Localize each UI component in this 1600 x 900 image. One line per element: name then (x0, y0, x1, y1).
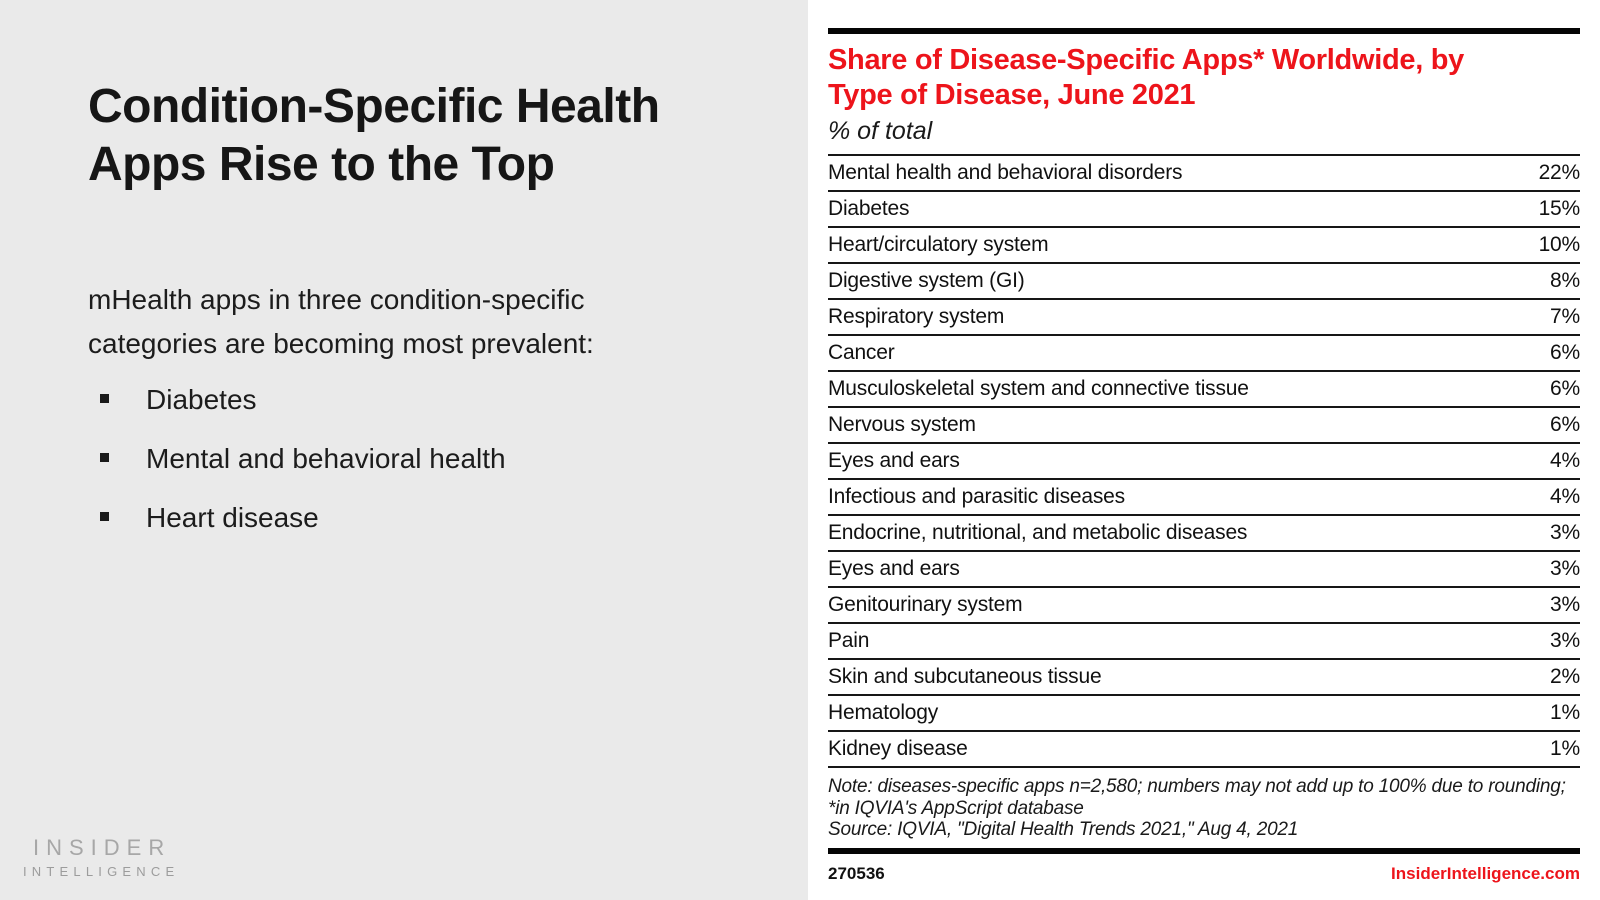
chart-note (828, 776, 1580, 841)
insider-intelligence-link[interactable]: InsiderIntelligence.com (1391, 863, 1580, 883)
table-row (828, 732, 1580, 768)
list-item-label: Diabetes (146, 384, 257, 415)
page-title: Condition-Specific Health Apps Rise to the Top (88, 80, 660, 191)
chart-title-line1: Share of Disease-Specific Apps* Worldwide, by (828, 44, 1464, 76)
list-item-label: Heart disease (146, 502, 319, 533)
row-value: 7% (1550, 305, 1580, 328)
list-item (88, 384, 808, 414)
table-row (828, 372, 1580, 408)
intro-text: mHealth apps in three condition-specific categories are becoming most prevalent: (88, 284, 594, 359)
row-value: 4% (1550, 449, 1580, 472)
row-label: Heart/circulatory system (828, 233, 1049, 256)
chart-id: 270536 (828, 863, 885, 883)
bullet-square-icon (100, 453, 109, 462)
row-value: 6% (1550, 377, 1580, 400)
table-row (828, 336, 1580, 372)
row-value: 10% (1538, 233, 1580, 256)
row-label: Eyes and ears (828, 449, 960, 472)
row-value: 3% (1550, 557, 1580, 580)
table-row (828, 156, 1580, 192)
row-label: Skin and subcutaneous tissue (828, 665, 1102, 688)
insider-intelligence-logo (23, 835, 179, 879)
row-value: 15% (1538, 197, 1580, 220)
table-row (828, 408, 1580, 444)
table-row (828, 228, 1580, 264)
row-label: Eyes and ears (828, 557, 960, 580)
row-label: Endocrine, nutritional, and metabolic diseases (828, 521, 1248, 544)
row-value: 22% (1538, 161, 1580, 184)
row-value: 4% (1550, 485, 1580, 508)
row-value: 2% (1550, 665, 1580, 688)
chart-footer (828, 854, 1580, 884)
table-row (828, 588, 1580, 624)
bullet-square-icon (100, 394, 109, 403)
disease-share-table (828, 154, 1580, 768)
chart-title-line2: Type of Disease, June 2021 (828, 79, 1196, 111)
row-value: 1% (1550, 737, 1580, 760)
chart-subtitle: % of total (828, 117, 933, 145)
table-row (828, 660, 1580, 696)
row-label: Cancer (828, 341, 895, 364)
table-row (828, 696, 1580, 732)
row-value: 8% (1550, 269, 1580, 292)
list-item-label: Mental and behavioral health (146, 443, 506, 474)
row-label: Genitourinary system (828, 593, 1023, 616)
row-value: 6% (1550, 341, 1580, 364)
row-value: 3% (1550, 521, 1580, 544)
table-row (828, 624, 1580, 660)
table-row (828, 516, 1580, 552)
note-text: Note: diseases-specific apps n=2,580; numbers may not add up to 100% due to rounding; *in IQVIA's AppScript database (828, 776, 1566, 819)
table-row (828, 552, 1580, 588)
table-row (828, 192, 1580, 228)
top-rule (828, 28, 1580, 34)
row-label: Musculoskeletal system and connective tissue (828, 377, 1249, 400)
logo-wordmark-intelligence: INTELLIGENCE (23, 864, 180, 879)
row-label: Kidney disease (828, 737, 968, 760)
row-value: 3% (1550, 593, 1580, 616)
source-text: Source: IQVIA, "Digital Health Trends 2021," Aug 4, 2021 (828, 819, 1299, 840)
table-row (828, 480, 1580, 516)
row-label: Nervous system (828, 413, 976, 436)
row-label: Infectious and parasitic diseases (828, 485, 1125, 508)
list-item (88, 443, 808, 473)
row-label: Digestive system (GI) (828, 269, 1025, 292)
bullet-square-icon (100, 512, 109, 521)
table-row (828, 264, 1580, 300)
table-row (828, 300, 1580, 336)
row-label: Respiratory system (828, 305, 1005, 328)
chart-title (828, 43, 1580, 113)
row-label: Pain (828, 629, 870, 652)
row-value: 1% (1550, 701, 1580, 724)
key-categories-list (88, 384, 808, 532)
table-row (828, 444, 1580, 480)
row-label: Mental health and behavioral disorders (828, 161, 1183, 184)
row-label: Hematology (828, 701, 939, 724)
row-label: Diabetes (828, 197, 910, 220)
logo-wordmark-insider: INSIDER (33, 835, 172, 860)
chart-panel (808, 0, 1600, 900)
list-item (88, 502, 808, 532)
row-value: 3% (1550, 629, 1580, 652)
row-value: 6% (1550, 413, 1580, 436)
